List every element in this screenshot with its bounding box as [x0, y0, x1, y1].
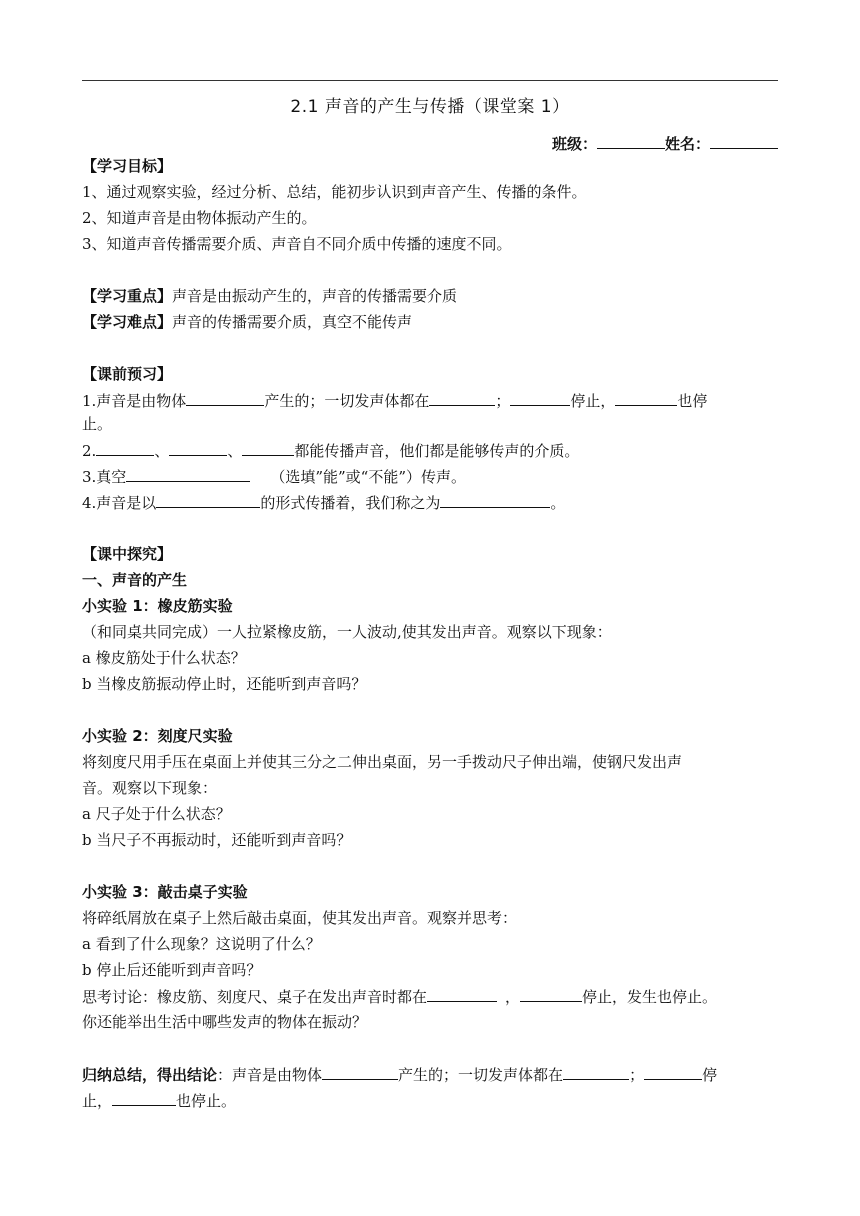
objective-item: 1、通过观察实验，经过分析、总结，能初步认识到声音产生、传播的条件。	[82, 183, 587, 201]
q3-blank[interactable]	[126, 465, 250, 482]
difficulty-text: 声音的传播需要介质，真空不能传声	[172, 313, 413, 331]
class-label: 班级：	[551, 135, 597, 153]
inquiry-heading: 【课中探究】	[82, 545, 173, 563]
experiment-2-question-b: b 当尺子不再振动时，还能听到声音吗？	[82, 831, 352, 849]
experiment-3-question-a: a 看到了什么现象？这说明了什么？	[82, 935, 321, 953]
experiment-2-question-a: a 尺子处于什么状态？	[82, 805, 231, 823]
conclusion-blank-1[interactable]	[322, 1063, 398, 1080]
q2-blank-2[interactable]	[169, 439, 227, 456]
q4-text-b: 的形式传播着，我们称之为	[260, 494, 441, 512]
class-name-line	[552, 132, 778, 154]
experiment-3-desc: 将碎纸屑放在桌子上然后敲击桌面，使其发出声音。观察并思考：	[82, 909, 518, 927]
q4-text-a: 4.声音是以	[82, 494, 157, 512]
q4-blank-2[interactable]	[440, 491, 550, 508]
q2-text-a: 2.	[82, 442, 97, 460]
conclusion-label: 归纳总结，得出结论	[82, 1066, 218, 1084]
section-sound-production: 一、声音的产生	[82, 571, 188, 589]
conclusion-blank-3[interactable]	[644, 1063, 702, 1080]
discussion-blank-2[interactable]	[520, 985, 582, 1002]
q4-text-c: 。	[550, 494, 566, 512]
experiment-2-desc: 将刻度尺用手压在桌面上并使其三分之二伸出桌面，另一手拨动尺子伸出端，使钢尺发出声	[82, 753, 683, 771]
experiment-1-question-b: b 当橡皮筋振动停止时，还能听到声音吗？	[82, 675, 367, 693]
discussion-text-a: 思考讨论：橡皮筋、刻度尺、桌子在发出声音时都在	[82, 988, 428, 1006]
experiment-3-question-b: b 停止后还能听到声音吗？	[82, 961, 262, 979]
conclusion-text-a: 声音是由物体	[232, 1066, 323, 1084]
preview-q3	[82, 465, 778, 488]
difficulty-line	[82, 311, 778, 333]
q2-sep-1: 、	[154, 442, 170, 460]
conclusion-blank-4[interactable]	[112, 1089, 176, 1106]
objective-item: 3、知道声音传播需要介质、声音自不同介质中传播的速度不同。	[82, 235, 512, 253]
q1-blank-4[interactable]	[615, 389, 677, 406]
q3-text-a: 3.真空	[82, 468, 127, 486]
name-blank[interactable]	[710, 132, 778, 149]
q1-blank-3[interactable]	[510, 389, 570, 406]
conclusion-text-f: 也停止。	[176, 1092, 237, 1110]
class-blank[interactable]	[597, 132, 665, 149]
q1-text-c: ；	[495, 392, 511, 410]
preview-q4	[82, 491, 778, 514]
preview-heading: 【课前预习】	[82, 365, 173, 383]
experiment-1-desc: （和同桌共同完成）一人拉紧橡皮筋，一人波动,使其发出声音。观察以下现象：	[82, 623, 612, 641]
conclusion-text-d: 停	[702, 1066, 718, 1084]
discussion-text-c: 停止，发生也停止。	[582, 988, 718, 1006]
preview-q1-cont: 止。	[82, 415, 113, 433]
q1-text-e: 也停	[677, 392, 708, 410]
conclusion-blank-2[interactable]	[563, 1063, 629, 1080]
experiment-1-title: 小实验 1：橡皮筋实验	[82, 597, 233, 615]
q1-text-d: 停止，	[570, 392, 616, 410]
experiment-2-desc-cont: 音。观察以下现象：	[82, 779, 218, 797]
discussion-blank-1[interactable]	[427, 985, 497, 1002]
conclusion-text-e: 止，	[82, 1092, 113, 1110]
q1-text-b: 产生的；一切发声体都在	[264, 392, 430, 410]
q2-sep-2: 、	[227, 442, 243, 460]
header-rule	[82, 80, 778, 81]
page-title: 2.1 声音的产生与传播（课堂案 1）	[290, 97, 570, 117]
conclusion-text-b: 产生的；一切发声体都在	[398, 1066, 564, 1084]
discussion-text-b: ，	[505, 988, 521, 1006]
conclusion-line	[82, 1063, 778, 1086]
key-point-text: 声音是由振动产生的，声音的传播需要介质	[172, 287, 458, 305]
key-point-line	[82, 285, 778, 307]
experiment-3-title: 小实验 3：敲击桌子实验	[82, 883, 248, 901]
preview-q1	[82, 389, 778, 412]
q2-blank-1[interactable]	[96, 439, 154, 456]
conclusion-colon: ：	[217, 1066, 233, 1084]
q2-text-b: 都能传播声音，他们都是能够传声的介质。	[294, 442, 580, 460]
difficulty-label: 【学习难点】	[82, 313, 173, 331]
discussion-question: 你还能举出生活中哪些发声的物体在振动？	[82, 1013, 368, 1031]
q1-blank-2[interactable]	[429, 389, 495, 406]
conclusion-text-c: ；	[629, 1066, 645, 1084]
q1-blank-1[interactable]	[186, 389, 264, 406]
conclusion-line-cont	[82, 1089, 778, 1112]
objectives-heading: 【学习目标】	[82, 157, 173, 175]
experiment-2-title: 小实验 2：刻度尺实验	[82, 727, 233, 745]
name-label: 姓名：	[664, 135, 710, 153]
q4-blank-1[interactable]	[156, 491, 260, 508]
q1-text-a: 1.声音是由物体	[82, 392, 187, 410]
objective-item: 2、知道声音是由物体振动产生的。	[82, 209, 317, 227]
key-point-label: 【学习重点】	[82, 287, 173, 305]
experiment-1-question-a: a 橡皮筋处于什么状态？	[82, 649, 246, 667]
preview-q2	[82, 439, 778, 462]
discussion-line	[82, 985, 778, 1008]
q3-text-b: （选填”能”或“不能”）传声。	[270, 468, 466, 486]
q2-blank-3[interactable]	[242, 439, 294, 456]
